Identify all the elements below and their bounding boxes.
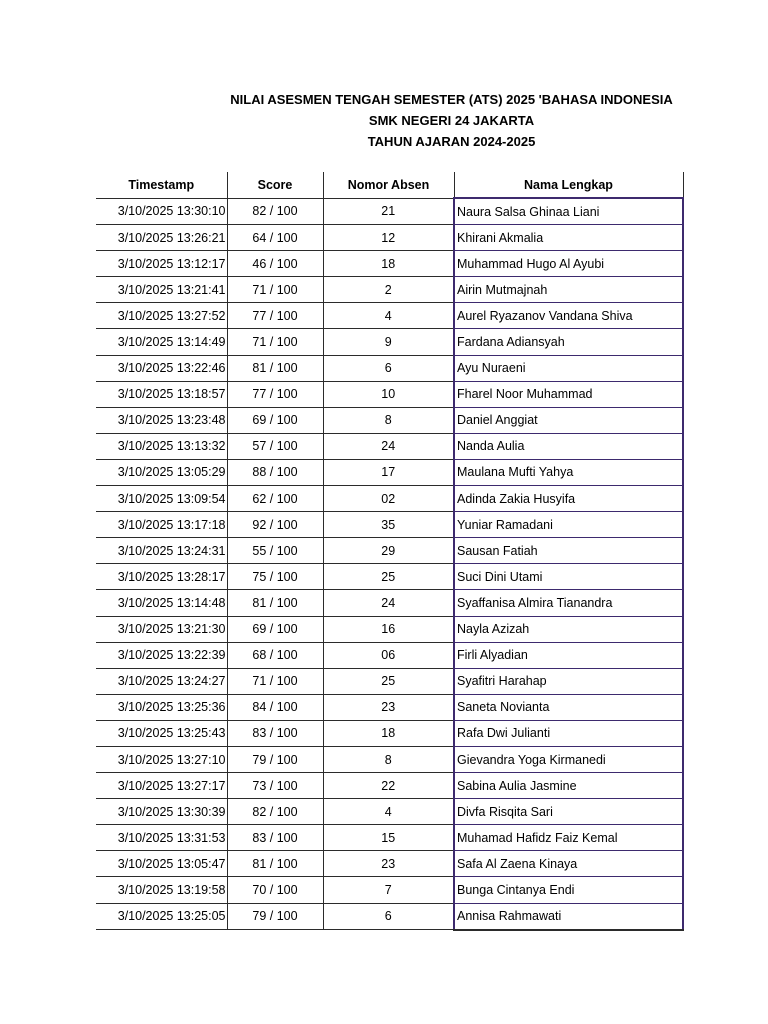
timestamp-cell: 3/10/2025 13:27:10 xyxy=(96,746,227,772)
nama-lengkap-cell: Syafitri Harahap xyxy=(454,668,683,694)
nomor-absen-cell: 15 xyxy=(323,825,454,851)
score-cell: 71 / 100 xyxy=(227,668,323,694)
nama-lengkap-cell: Muhamad Hafidz Faiz Kemal xyxy=(454,825,683,851)
score-cell: 88 / 100 xyxy=(227,459,323,485)
nomor-absen-cell: 16 xyxy=(323,616,454,642)
table-row xyxy=(96,538,683,564)
score-cell: 75 / 100 xyxy=(227,564,323,590)
timestamp-cell: 3/10/2025 13:26:21 xyxy=(96,225,227,251)
timestamp-cell: 3/10/2025 13:19:58 xyxy=(96,877,227,903)
nomor-absen-cell: 4 xyxy=(323,303,454,329)
score-cell: 82 / 100 xyxy=(227,198,323,225)
nomor-absen-cell: 02 xyxy=(323,486,454,512)
timestamp-cell: 3/10/2025 13:31:53 xyxy=(96,825,227,851)
nomor-absen-cell: 7 xyxy=(323,877,454,903)
table-row xyxy=(96,851,683,877)
timestamp-cell: 3/10/2025 13:24:27 xyxy=(96,668,227,694)
nama-lengkap-cell: Safa Al Zaena Kinaya xyxy=(454,851,683,877)
nama-lengkap-cell: Suci Dini Utami xyxy=(454,564,683,590)
nomor-absen-cell: 35 xyxy=(323,512,454,538)
academic-year: TAHUN AJARAN 2024-2025 xyxy=(367,134,536,149)
table-row xyxy=(96,720,683,746)
table-row xyxy=(96,746,683,772)
nama-lengkap-cell: Muhammad Hugo Al Ayubi xyxy=(454,251,683,277)
table-row xyxy=(96,225,683,251)
column-header-nomor-absen: Nomor Absen xyxy=(323,172,454,198)
table-row xyxy=(96,433,683,459)
table-body xyxy=(96,198,683,930)
timestamp-cell: 3/10/2025 13:24:31 xyxy=(96,538,227,564)
nomor-absen-cell: 25 xyxy=(323,668,454,694)
timestamp-cell: 3/10/2025 13:27:17 xyxy=(96,773,227,799)
nama-lengkap-cell: Divfa Risqita Sari xyxy=(454,799,683,825)
nama-lengkap-cell: Syaffanisa Almira Tianandra xyxy=(454,590,683,616)
nomor-absen-cell: 25 xyxy=(323,564,454,590)
timestamp-cell: 3/10/2025 13:25:36 xyxy=(96,694,227,720)
timestamp-cell: 3/10/2025 13:09:54 xyxy=(96,486,227,512)
score-cell: 82 / 100 xyxy=(227,799,323,825)
nama-lengkap-cell: Aurel Ryazanov Vandana Shiva xyxy=(454,303,683,329)
table-header-row xyxy=(96,172,683,198)
table-row xyxy=(96,564,683,590)
timestamp-cell: 3/10/2025 13:25:05 xyxy=(96,903,227,930)
score-cell: 68 / 100 xyxy=(227,642,323,668)
score-cell: 69 / 100 xyxy=(227,616,323,642)
score-cell: 71 / 100 xyxy=(227,277,323,303)
timestamp-cell: 3/10/2025 13:12:17 xyxy=(96,251,227,277)
table-row xyxy=(96,486,683,512)
document-title: NILAI ASESMEN TENGAH SEMESTER (ATS) 2025 'BAHASA INDONESIA xyxy=(230,92,673,107)
nomor-absen-cell: 23 xyxy=(323,851,454,877)
timestamp-cell: 3/10/2025 13:18:57 xyxy=(96,381,227,407)
nama-lengkap-cell: Nanda Aulia xyxy=(454,433,683,459)
score-cell: 69 / 100 xyxy=(227,407,323,433)
nama-lengkap-cell: Annisa Rahmawati xyxy=(454,903,683,930)
nama-lengkap-cell: Daniel Anggiat xyxy=(454,407,683,433)
table-row xyxy=(96,251,683,277)
timestamp-cell: 3/10/2025 13:30:39 xyxy=(96,799,227,825)
score-cell: 64 / 100 xyxy=(227,225,323,251)
score-cell: 83 / 100 xyxy=(227,825,323,851)
score-cell: 55 / 100 xyxy=(227,538,323,564)
score-cell: 77 / 100 xyxy=(227,381,323,407)
school-name: SMK NEGERI 24 JAKARTA xyxy=(368,113,535,128)
nama-lengkap-cell: Khirani Akmalia xyxy=(454,225,683,251)
nama-lengkap-cell: Maulana Mufti Yahya xyxy=(454,459,683,485)
table-row xyxy=(96,773,683,799)
nomor-absen-cell: 2 xyxy=(323,277,454,303)
table-row xyxy=(96,303,683,329)
table-row xyxy=(96,877,683,903)
nomor-absen-cell: 8 xyxy=(323,407,454,433)
table-row xyxy=(96,668,683,694)
nama-lengkap-cell: Sabina Aulia Jasmine xyxy=(454,773,683,799)
nama-lengkap-cell: Adinda Zakia Husyifa xyxy=(454,486,683,512)
timestamp-cell: 3/10/2025 13:22:39 xyxy=(96,642,227,668)
nomor-absen-cell: 6 xyxy=(323,355,454,381)
nomor-absen-cell: 12 xyxy=(323,225,454,251)
score-cell: 81 / 100 xyxy=(227,851,323,877)
score-cell: 77 / 100 xyxy=(227,303,323,329)
table-row xyxy=(96,590,683,616)
table-row xyxy=(96,277,683,303)
score-cell: 57 / 100 xyxy=(227,433,323,459)
timestamp-cell: 3/10/2025 13:28:17 xyxy=(96,564,227,590)
score-cell: 92 / 100 xyxy=(227,512,323,538)
nomor-absen-cell: 18 xyxy=(323,251,454,277)
nama-lengkap-cell: Saneta Novianta xyxy=(454,694,683,720)
timestamp-cell: 3/10/2025 13:21:30 xyxy=(96,616,227,642)
nomor-absen-cell: 23 xyxy=(323,694,454,720)
nomor-absen-cell: 4 xyxy=(323,799,454,825)
table-row xyxy=(96,642,683,668)
timestamp-cell: 3/10/2025 13:13:32 xyxy=(96,433,227,459)
table-row xyxy=(96,355,683,381)
nama-lengkap-cell: Firli Alyadian xyxy=(454,642,683,668)
nama-lengkap-cell: Airin Mutmajnah xyxy=(454,277,683,303)
table-row xyxy=(96,381,683,407)
nama-lengkap-cell: Rafa Dwi Julianti xyxy=(454,720,683,746)
score-cell: 46 / 100 xyxy=(227,251,323,277)
timestamp-cell: 3/10/2025 13:14:49 xyxy=(96,329,227,355)
score-cell: 73 / 100 xyxy=(227,773,323,799)
table-row xyxy=(96,799,683,825)
nomor-absen-cell: 17 xyxy=(323,459,454,485)
table-row xyxy=(96,329,683,355)
nama-lengkap-cell: Ayu Nuraeni xyxy=(454,355,683,381)
score-cell: 81 / 100 xyxy=(227,590,323,616)
timestamp-cell: 3/10/2025 13:30:10 xyxy=(96,198,227,225)
table-row xyxy=(96,407,683,433)
timestamp-cell: 3/10/2025 13:17:18 xyxy=(96,512,227,538)
nama-lengkap-cell: Nayla Azizah xyxy=(454,616,683,642)
scores-table xyxy=(96,172,684,931)
timestamp-cell: 3/10/2025 13:25:43 xyxy=(96,720,227,746)
timestamp-cell: 3/10/2025 13:05:47 xyxy=(96,851,227,877)
nama-lengkap-cell: Yuniar Ramadani xyxy=(454,512,683,538)
nomor-absen-cell: 6 xyxy=(323,903,454,930)
score-cell: 70 / 100 xyxy=(227,877,323,903)
nomor-absen-cell: 9 xyxy=(323,329,454,355)
timestamp-cell: 3/10/2025 13:22:46 xyxy=(96,355,227,381)
score-cell: 81 / 100 xyxy=(227,355,323,381)
nomor-absen-cell: 29 xyxy=(323,538,454,564)
column-header-score: Score xyxy=(227,172,323,198)
nomor-absen-cell: 10 xyxy=(323,381,454,407)
table-row xyxy=(96,903,683,930)
timestamp-cell: 3/10/2025 13:05:29 xyxy=(96,459,227,485)
timestamp-cell: 3/10/2025 13:23:48 xyxy=(96,407,227,433)
nomor-absen-cell: 22 xyxy=(323,773,454,799)
score-cell: 62 / 100 xyxy=(227,486,323,512)
nomor-absen-cell: 18 xyxy=(323,720,454,746)
nama-lengkap-cell: Bunga Cintanya Endi xyxy=(454,877,683,903)
column-header-timestamp: Timestamp xyxy=(96,172,227,198)
nomor-absen-cell: 8 xyxy=(323,746,454,772)
score-cell: 83 / 100 xyxy=(227,720,323,746)
nama-lengkap-cell: Fharel Noor Muhammad xyxy=(454,381,683,407)
score-cell: 71 / 100 xyxy=(227,329,323,355)
nama-lengkap-cell: Gievandra Yoga Kirmanedi xyxy=(454,746,683,772)
column-header-nama-lengkap: Nama Lengkap xyxy=(454,172,683,198)
table-row xyxy=(96,825,683,851)
nama-lengkap-cell: Naura Salsa Ghinaa Liani xyxy=(454,198,683,225)
nomor-absen-cell: 24 xyxy=(323,590,454,616)
score-cell: 79 / 100 xyxy=(227,903,323,930)
nama-lengkap-cell: Fardana Adiansyah xyxy=(454,329,683,355)
nama-lengkap-cell: Sausan Fatiah xyxy=(454,538,683,564)
table-row xyxy=(96,694,683,720)
timestamp-cell: 3/10/2025 13:14:48 xyxy=(96,590,227,616)
timestamp-cell: 3/10/2025 13:27:52 xyxy=(96,303,227,329)
nomor-absen-cell: 06 xyxy=(323,642,454,668)
nomor-absen-cell: 21 xyxy=(323,198,454,225)
table-row xyxy=(96,512,683,538)
table-row xyxy=(96,459,683,485)
timestamp-cell: 3/10/2025 13:21:41 xyxy=(96,277,227,303)
score-cell: 79 / 100 xyxy=(227,746,323,772)
score-cell: 84 / 100 xyxy=(227,694,323,720)
nomor-absen-cell: 24 xyxy=(323,433,454,459)
table-row xyxy=(96,198,683,225)
table-row xyxy=(96,616,683,642)
